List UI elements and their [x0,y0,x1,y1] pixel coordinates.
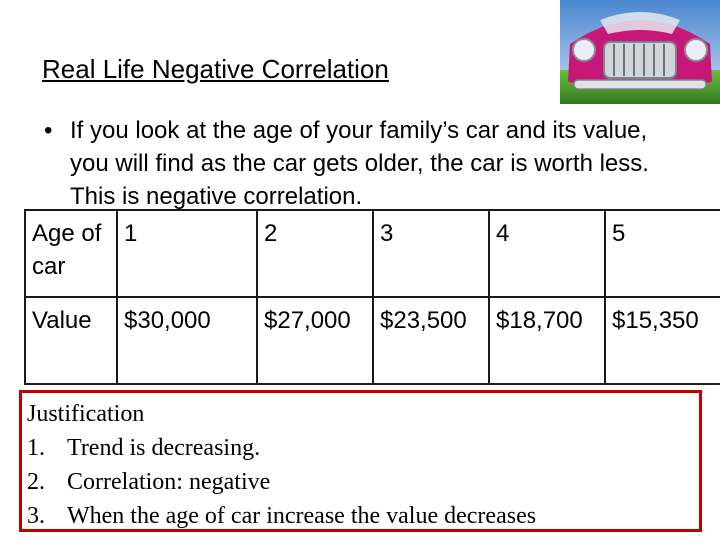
bullet-text: If you look at the age of your family’s car and its value, you will find as the car gets older, the car is worth less. This is negative correlation. [70,117,649,210]
list-item [27,499,699,533]
vintage-car-image [560,0,720,104]
list-item [27,465,699,499]
bullet-point [44,114,664,213]
table-cell: $15,350 [605,297,720,384]
justification-box [19,390,702,532]
list-number: 3. [27,503,45,529]
list-text: Trend is decreasing. [67,435,261,461]
list-number: 1. [27,435,45,461]
table-cell: $30,000 [117,297,257,384]
list-text: When the age of car increase the value decreases [67,503,537,529]
row-header-value: Value [25,297,117,384]
table-cell: 2 [257,210,373,297]
table-cell: $23,500 [373,297,489,384]
table-cell: $27,000 [257,297,373,384]
list-number: 2. [27,469,45,495]
table-cell: 3 [373,210,489,297]
table-row [25,210,720,297]
table-cell: 1 [117,210,257,297]
table-cell: $18,700 [489,297,605,384]
justification-heading: Justification [27,401,145,427]
list-text: Correlation: negative [67,469,271,495]
age-value-table [24,209,720,385]
list-item [27,431,699,465]
table-row [25,297,720,384]
table-cell: 4 [489,210,605,297]
bullet-dot-icon: • [44,117,53,144]
slide-title: Real Life Negative Correlation [42,54,389,84]
row-header-age: Age of car [25,210,117,297]
table-cell: 5 [605,210,720,297]
